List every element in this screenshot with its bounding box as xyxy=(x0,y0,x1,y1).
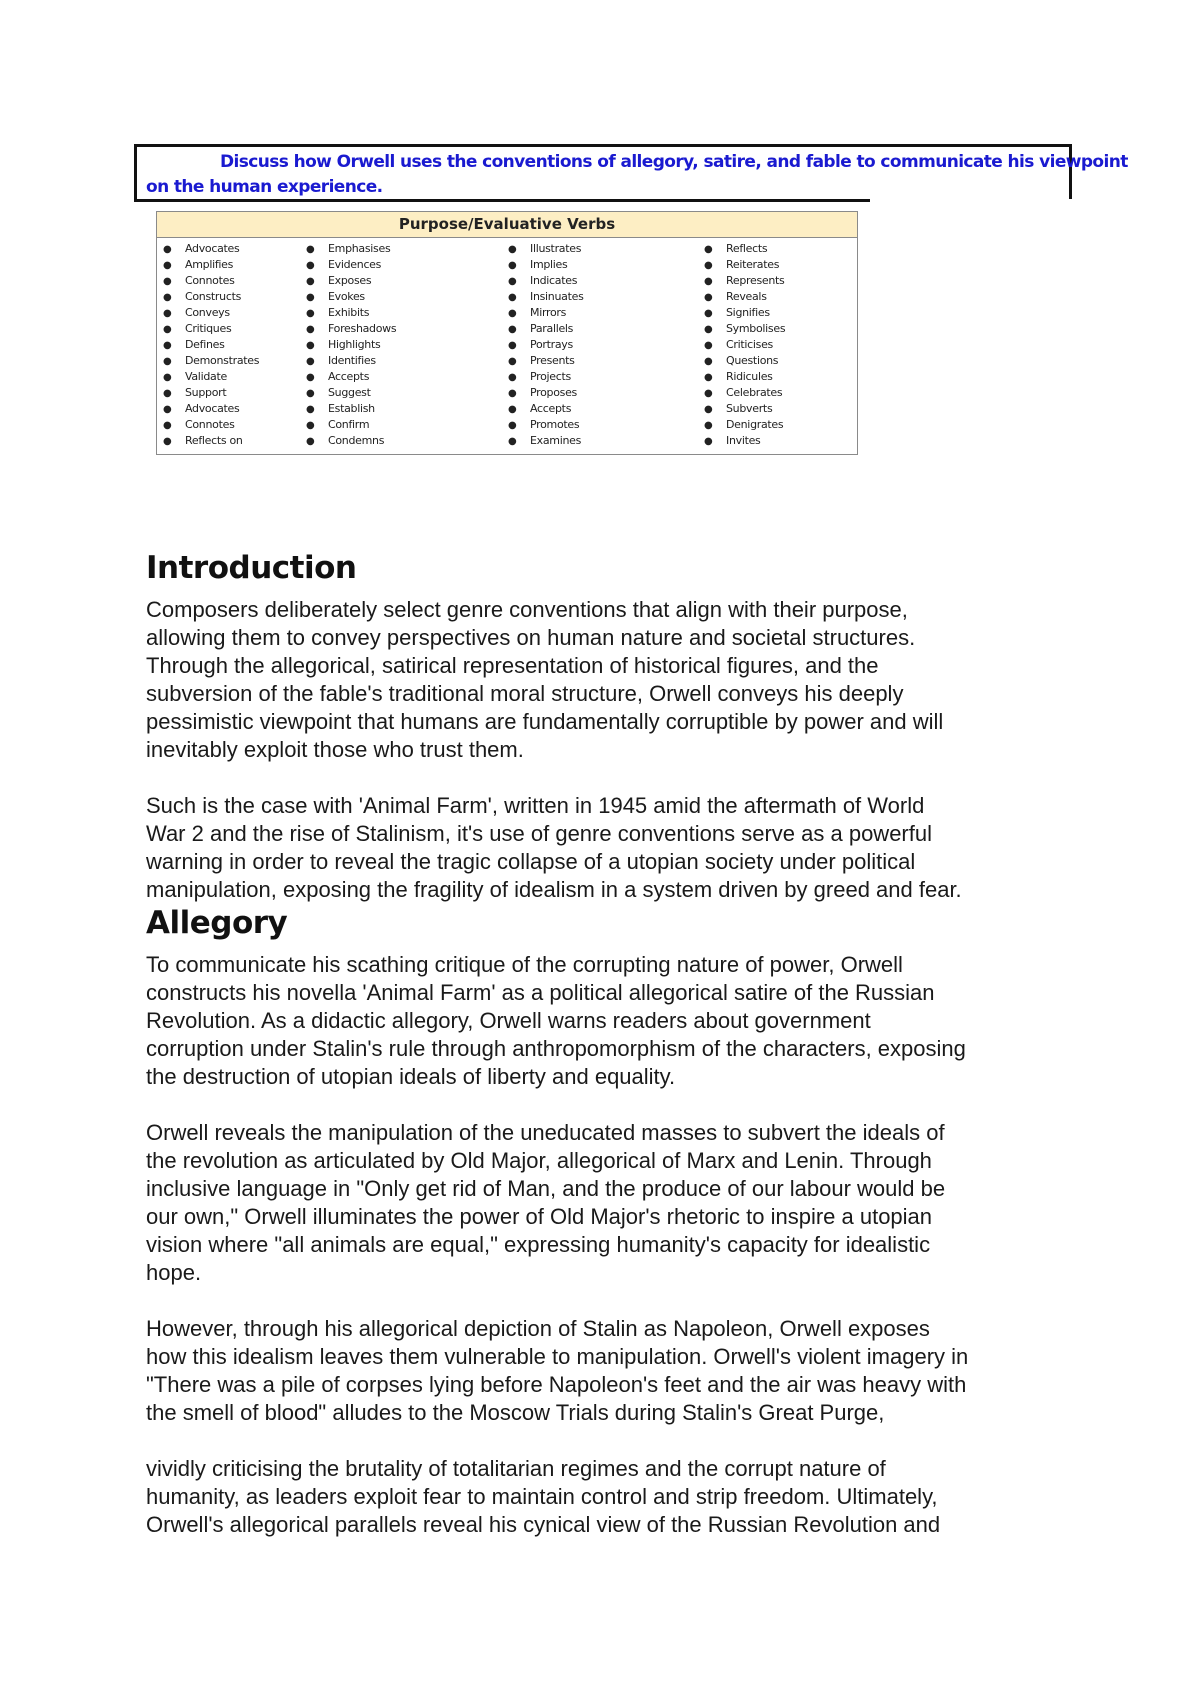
verb-label: Illustrates xyxy=(530,242,582,255)
bullet-icon: ● xyxy=(704,372,713,383)
paragraph-line: allowing them to convey perspectives on human nature and societal structures. xyxy=(146,625,916,650)
bullet-icon: ● xyxy=(163,420,172,431)
verb-label: Indicates xyxy=(530,274,578,287)
verb-list-item xyxy=(306,353,396,369)
bullet-icon: ● xyxy=(163,436,172,447)
bullet-icon: ● xyxy=(508,404,517,415)
verb-list-item xyxy=(306,337,396,353)
verb-list-item xyxy=(704,241,785,257)
verb-list-item xyxy=(704,401,785,417)
verb-list-item xyxy=(704,385,785,401)
verb-list-item xyxy=(163,337,259,353)
verb-list-item xyxy=(163,289,259,305)
verb-label: Subverts xyxy=(726,402,773,415)
paragraph-line: pessimistic viewpoint that humans are fundamentally corruptible by power and will xyxy=(146,709,944,734)
verb-list-item xyxy=(163,369,259,385)
bullet-icon: ● xyxy=(163,340,172,351)
bullet-icon: ● xyxy=(508,244,517,255)
verb-list-item xyxy=(163,433,259,449)
bullet-icon: ● xyxy=(306,340,315,351)
verb-label: Demonstrates xyxy=(185,354,260,367)
paragraph-line: Such is the case with 'Animal Farm', written in 1945 amid the aftermath of World xyxy=(146,793,925,818)
verb-label: Exposes xyxy=(328,274,372,287)
verbs-column xyxy=(508,241,584,449)
verb-label: Represents xyxy=(726,274,785,287)
paragraph-line: subversion of the fable's traditional moral structure, Orwell conveys his deeply xyxy=(146,681,904,706)
verb-list-item xyxy=(163,353,259,369)
verb-label: Mirrors xyxy=(530,306,567,319)
bullet-icon: ● xyxy=(306,244,315,255)
paragraph-line: how this idealism leaves them vulnerable to manipulation. Orwell's violent imagery in xyxy=(146,1344,969,1369)
verb-list-item xyxy=(163,273,259,289)
verb-list-item xyxy=(704,305,785,321)
paragraph-line: Revolution. As a didactic allegory, Orwell warns readers about government xyxy=(146,1008,871,1033)
verb-list-item xyxy=(306,273,396,289)
bullet-icon: ● xyxy=(704,308,713,319)
bullet-icon: ● xyxy=(704,340,713,351)
bullet-icon: ● xyxy=(508,308,517,319)
paragraph-line: corruption under Stalin's rule through anthropomorphism of the characters, exposing xyxy=(146,1036,966,1061)
verb-list-item xyxy=(704,257,785,273)
verbs-column xyxy=(704,241,785,449)
verb-list-item xyxy=(704,273,785,289)
verbs-table-title: Purpose/Evaluative Verbs xyxy=(157,212,857,238)
verb-label: Condemns xyxy=(328,434,385,447)
allegory-heading: Allegory xyxy=(146,905,288,941)
bullet-icon: ● xyxy=(306,356,315,367)
paragraph-line: Orwell reveals the manipulation of the uneducated masses to subvert the ideals of xyxy=(146,1120,945,1145)
verb-label: Constructs xyxy=(185,290,242,303)
verb-label: Reveals xyxy=(726,290,767,303)
verb-list-item xyxy=(508,321,584,337)
bullet-icon: ● xyxy=(508,260,517,271)
bullet-icon: ● xyxy=(508,356,517,367)
verb-label: Advocates xyxy=(185,242,240,255)
verb-list-item xyxy=(508,305,584,321)
paragraph-line: warning in order to reveal the tragic collapse of a utopian society under political xyxy=(146,849,916,874)
verb-label: Invites xyxy=(726,434,761,447)
verb-list-item xyxy=(508,433,584,449)
bullet-icon: ● xyxy=(508,340,517,351)
verb-label: Validate xyxy=(185,370,227,383)
paragraph-line: hope. xyxy=(146,1260,202,1285)
verb-label: Foreshadows xyxy=(328,322,397,335)
verb-list-item xyxy=(508,241,584,257)
verb-list-item xyxy=(306,305,396,321)
verb-list-item xyxy=(306,385,396,401)
verb-label: Examines xyxy=(530,434,582,447)
verb-label: Parallels xyxy=(530,322,574,335)
verbs-table xyxy=(156,211,858,455)
bullet-icon: ● xyxy=(306,276,315,287)
question-line-1: Discuss how Orwell uses the conventions of allegory, satire, and fable to communicate his viewpoint xyxy=(220,152,1128,172)
verb-label: Defines xyxy=(185,338,225,351)
verb-label: Accepts xyxy=(530,402,572,415)
verb-list-item xyxy=(704,337,785,353)
verb-label: Exhibits xyxy=(328,306,370,319)
verb-list-item xyxy=(508,369,584,385)
bullet-icon: ● xyxy=(508,388,517,399)
intro-paragraph-2 xyxy=(146,792,1066,904)
paragraph-line: Composers deliberately select genre conventions that align with their purpose, xyxy=(146,597,908,622)
verb-label: Celebrates xyxy=(726,386,783,399)
paragraph-line: constructs his novella 'Animal Farm' as a political allegorical satire of the Russian xyxy=(146,980,935,1005)
bullet-icon: ● xyxy=(704,436,713,447)
verb-label: Criticises xyxy=(726,338,773,351)
verb-label: Support xyxy=(185,386,227,399)
verb-list-item xyxy=(306,369,396,385)
verb-label: Ridicules xyxy=(726,370,773,383)
verb-list-item xyxy=(508,401,584,417)
bullet-icon: ● xyxy=(163,276,172,287)
paragraph-line: Through the allegorical, satirical representation of historical figures, and the xyxy=(146,653,879,678)
bullet-icon: ● xyxy=(306,260,315,271)
paragraph-line: "There was a pile of corpses lying before Napoleon's feet and the air was heavy with xyxy=(146,1372,967,1397)
verb-label: Amplifies xyxy=(185,258,234,271)
bullet-icon: ● xyxy=(163,244,172,255)
bullet-icon: ● xyxy=(704,260,713,271)
paragraph-line: vision where "all animals are equal," expressing humanity's capacity for idealistic xyxy=(146,1232,931,1257)
verb-list-item xyxy=(163,385,259,401)
verb-list-item xyxy=(704,417,785,433)
verb-list-item xyxy=(163,417,259,433)
verbs-column xyxy=(306,241,396,449)
verb-list-item xyxy=(508,257,584,273)
bullet-icon: ● xyxy=(306,324,315,335)
verb-label: Identifies xyxy=(328,354,376,367)
intro-heading: Introduction xyxy=(146,550,357,586)
verb-list-item xyxy=(163,241,259,257)
verb-label: Emphasises xyxy=(328,242,391,255)
verb-list-item xyxy=(306,433,396,449)
bullet-icon: ● xyxy=(163,292,172,303)
bullet-icon: ● xyxy=(306,372,315,383)
paragraph-line: Orwell's allegorical parallels reveal his cynical view of the Russian Revolution and xyxy=(146,1512,941,1537)
bullet-icon: ● xyxy=(306,404,315,415)
bullet-icon: ● xyxy=(306,308,315,319)
verb-label: Presents xyxy=(530,354,575,367)
verb-label: Reflects xyxy=(726,242,768,255)
verb-label: Reflects on xyxy=(185,434,243,447)
verb-list-item xyxy=(306,257,396,273)
verb-label: Connotes xyxy=(185,418,235,431)
question-line-2: on the human experience. xyxy=(146,177,383,197)
paragraph-line: inclusive language in "Only get rid of Man, and the produce of our labour would be xyxy=(146,1176,946,1201)
allegory-paragraph-3 xyxy=(146,1315,1066,1427)
paragraph-line: To communicate his scathing critique of the corrupting nature of power, Orwell xyxy=(146,952,903,977)
paragraph-line: our own," Orwell illuminates the power of Old Major's rhetoric to inspire a utopian xyxy=(146,1204,933,1229)
bullet-icon: ● xyxy=(163,324,172,335)
verb-label: Proposes xyxy=(530,386,577,399)
bullet-icon: ● xyxy=(508,276,517,287)
verb-list-item xyxy=(508,417,584,433)
verb-label: Connotes xyxy=(185,274,235,287)
verb-list-item xyxy=(704,353,785,369)
bullet-icon: ● xyxy=(163,372,172,383)
verb-label: Implies xyxy=(530,258,568,271)
paragraph-line: inevitably exploit those who trust them. xyxy=(146,737,524,762)
paragraph-line: War 2 and the rise of Stalinism, it's use of genre conventions serve as a powerful xyxy=(146,821,932,846)
verb-list-item xyxy=(306,417,396,433)
verbs-table-columns xyxy=(157,238,857,454)
verb-label: Symbolises xyxy=(726,322,786,335)
verb-list-item xyxy=(704,289,785,305)
verb-list-item xyxy=(306,401,396,417)
verb-list-item xyxy=(508,353,584,369)
bullet-icon: ● xyxy=(306,420,315,431)
verb-label: Promotes xyxy=(530,418,580,431)
paragraph-line: the revolution as articulated by Old Major, allegorical of Marx and Lenin. Through xyxy=(146,1148,932,1173)
verb-label: Evokes xyxy=(328,290,365,303)
bullet-icon: ● xyxy=(163,260,172,271)
bullet-icon: ● xyxy=(508,420,517,431)
bullet-icon: ● xyxy=(704,404,713,415)
verb-label: Portrays xyxy=(530,338,573,351)
bullet-icon: ● xyxy=(508,372,517,383)
verb-label: Questions xyxy=(726,354,779,367)
verb-label: Establish xyxy=(328,402,375,415)
verb-list-item xyxy=(508,337,584,353)
verb-label: Denigrates xyxy=(726,418,784,431)
verb-label: Confirm xyxy=(328,418,370,431)
verb-list-item xyxy=(163,321,259,337)
bullet-icon: ● xyxy=(306,292,315,303)
verb-list-item xyxy=(704,433,785,449)
verb-list-item xyxy=(306,241,396,257)
verb-label: Conveys xyxy=(185,306,230,319)
bullet-icon: ● xyxy=(306,388,315,399)
verb-label: Critiques xyxy=(185,322,232,335)
paragraph-line: vividly criticising the brutality of totalitarian regimes and the corrupt nature of xyxy=(146,1456,886,1481)
bullet-icon: ● xyxy=(508,324,517,335)
bullet-icon: ● xyxy=(704,276,713,287)
bullet-icon: ● xyxy=(508,292,517,303)
verb-list-item xyxy=(163,257,259,273)
verb-list-item xyxy=(508,385,584,401)
paragraph-line: However, through his allegorical depiction of Stalin as Napoleon, Orwell exposes xyxy=(146,1316,930,1341)
paragraph-line: manipulation, exposing the fragility of idealism in a system driven by greed and fear. xyxy=(146,877,962,902)
paragraph-line: the smell of blood" alludes to the Moscow Trials during Stalin's Great Purge, xyxy=(146,1400,885,1425)
essay-question xyxy=(146,150,1128,200)
bullet-icon: ● xyxy=(704,244,713,255)
verb-list-item xyxy=(306,289,396,305)
bullet-icon: ● xyxy=(704,420,713,431)
verb-label: Highlights xyxy=(328,338,381,351)
verb-label: Evidences xyxy=(328,258,382,271)
paragraph-line: humanity, as leaders exploit fear to maintain control and strip freedom. Ultimately, xyxy=(146,1484,938,1509)
verb-list-item xyxy=(163,401,259,417)
bullet-icon: ● xyxy=(704,388,713,399)
verb-label: Reiterates xyxy=(726,258,780,271)
bullet-icon: ● xyxy=(163,356,172,367)
verb-label: Suggest xyxy=(328,386,371,399)
verb-label: Projects xyxy=(530,370,571,383)
bullet-icon: ● xyxy=(704,356,713,367)
bullet-icon: ● xyxy=(306,436,315,447)
bullet-icon: ● xyxy=(163,388,172,399)
verb-list-item xyxy=(163,305,259,321)
bullet-icon: ● xyxy=(704,324,713,335)
verb-list-item xyxy=(306,321,396,337)
verb-list-item xyxy=(704,321,785,337)
bullet-icon: ● xyxy=(704,292,713,303)
verb-list-item xyxy=(508,273,584,289)
allegory-paragraph-2 xyxy=(146,1119,1066,1287)
bullet-icon: ● xyxy=(508,436,517,447)
verb-list-item xyxy=(704,369,785,385)
bullet-icon: ● xyxy=(163,308,172,319)
bullet-icon: ● xyxy=(163,404,172,415)
intro-paragraph-1 xyxy=(146,596,1066,764)
verbs-column xyxy=(163,241,259,449)
verb-label: Signifies xyxy=(726,306,770,319)
allegory-paragraph-4 xyxy=(146,1455,1066,1539)
verb-label: Insinuates xyxy=(530,290,584,303)
verb-list-item xyxy=(508,289,584,305)
verb-label: Advocates xyxy=(185,402,240,415)
allegory-paragraph-1 xyxy=(146,951,1066,1091)
verb-label: Accepts xyxy=(328,370,370,383)
paragraph-line: the destruction of utopian ideals of liberty and equality. xyxy=(146,1064,676,1089)
